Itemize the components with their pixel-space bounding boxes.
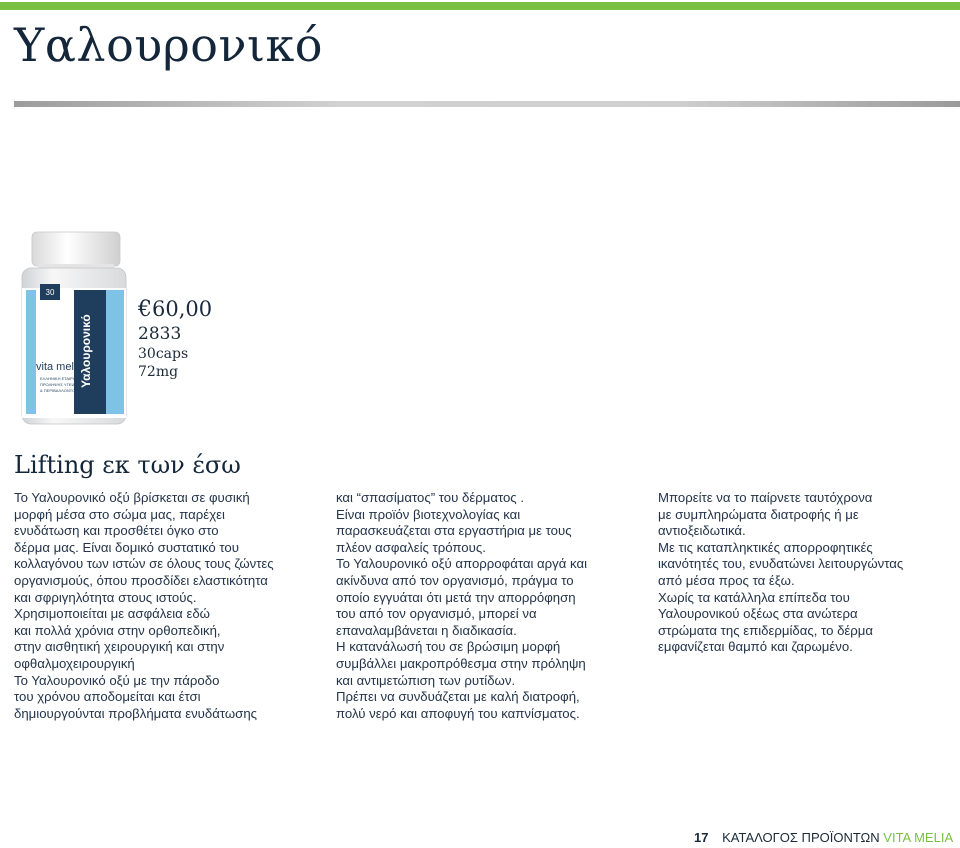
text-line: δέρμα μας. Είναι δομικό συστατικό του [14,539,239,555]
text-line: Υαλουρονικού οξέως στα ανώτερα [658,606,858,622]
text-line: οποίο εγγυάται ότι μετά την απορρόφηση [336,589,576,605]
page-title: Υαλουρονικό [14,18,323,72]
text-line: Η κατανάλωσή του σε βρώσιμη μορφή [336,639,561,655]
text-line: μορφή μέσα στο σώμα μας, παρέχει [14,506,225,522]
text-line: δημιουργούνται προβλήματα ενυδάτωσης [14,705,258,721]
text-column-1 [14,490,314,722]
catalog-text: ΚΑΤΑΛΟΓΟΣ ΠΡΟΪΟΝΤΩΝ [722,830,880,845]
text-line: Χωρίς τα κατάλληλα επίπεδα του [658,589,850,605]
top-accent-bar [0,2,960,10]
text-line: και σφριγηλότητα στους ιστούς. [14,589,197,605]
text-line: του από τον οργανισμό, μπορεί να [336,606,537,622]
text-line: και “σπασίματος” του δέρματος . [336,490,524,505]
currency-symbol: € [138,297,152,322]
page-number: 17 [694,830,709,845]
product-dosage: 72mg [138,364,179,380]
label-product-name: Υαλουρονικό [79,314,93,388]
label-company-2: ΠΡΟΛΗΨΗΣ ΥΓΕΙΑΣ [40,382,78,387]
product-code: 2833 [138,324,182,344]
text-line: Το Υαλουρονικό οξύ με την πάροδο [14,672,220,688]
text-line: Μπορείτε να το παίρνετε ταυτόχρονα [658,490,873,505]
text-line: επαναλαμβάνεται η διαδικασία. [336,622,517,638]
text-line: οφθαλμοχειρουργική [14,655,135,671]
text-line: Χρησιμοποιείται με ασφάλεια εδώ [14,606,210,622]
price-value: 60,00 [152,297,213,321]
page-footer [694,830,953,845]
text-line: συμβάλλει μακροπρόθεσμα στην πρόληψη [336,655,586,671]
product-quantity: 30caps [138,346,189,362]
label-company-3: & ΠΕΡΙΒΑΛΛΟΝΤΟΣ [40,388,78,393]
text-column-3 [658,490,958,656]
label-company-1: ΕΛΛΗΝΙΚΗ ΕΤΑΙΡΙΑ [40,376,77,381]
text-line: με συμπληρώματα διατροφής ή με [658,506,859,522]
text-line: ενυδάτωση και προσθέτει όγκο στο [14,523,219,539]
text-line: εμφανίζεται θαμπό και ζαρωμένο. [658,639,853,655]
section-subtitle: Lifting εκ των έσω [14,451,241,479]
text-line: Πρέπει να συνδυάζεται με καλή διατροφή, [336,689,580,705]
text-line: ακίνδυνα από τον οργανισμό, πράγμα το [336,572,574,588]
text-line: αντιοξειδωτικά. [658,523,746,539]
text-line: στην αισθητική χειρουργική και στην [14,639,225,655]
text-line: από μέσα προς τα έξω. [658,572,795,588]
text-line: οργανισμούς, όπου προσδίδει ελαστικότητα [14,572,268,588]
text-line: και αντιμετώπιση των ρυτίδων. [336,672,516,688]
product-bottle-image [18,228,130,428]
text-line: παρασκευάζεται στα εργαστήρια με τους [336,523,572,539]
text-line: Το Υαλουρονικό οξύ απορροφάται αργά και [336,556,588,572]
text-line: Με τις καταπληκτικές απορροφητικές [658,539,873,555]
text-line: στρώματα της επιδερμίδας, το δέρμα [658,622,874,638]
text-line: κολλαγόνου των ιστών σε όλους τους ζώντες [14,556,274,572]
text-line: Είναι προϊόν βιοτεχνολογίας και [336,506,521,522]
text-line: και πολλά χρόνια στην ορθοπεδική, [14,622,221,638]
footer-brand: VITA MELIA [883,830,954,845]
price-block [138,296,212,381]
text-line: πολύ νερό και αποφυγή του καπνίσματος. [336,705,580,721]
product-price [138,296,212,323]
text-line: πλέον ασφαλείς τρόπους. [336,539,486,555]
text-line: του χρόνου αποδομείται και έτσι [14,689,201,705]
text-column-2 [336,490,636,722]
text-line: Το Υαλουρονικό οξύ βρίσκεται σε φυσική [14,490,250,505]
label-count: 30 [45,288,55,297]
label-brand: vita melia [36,361,83,373]
text-line: ικανότητές του, ενυδατώνει λειτουργώντας [658,556,904,572]
title-divider [14,101,960,107]
